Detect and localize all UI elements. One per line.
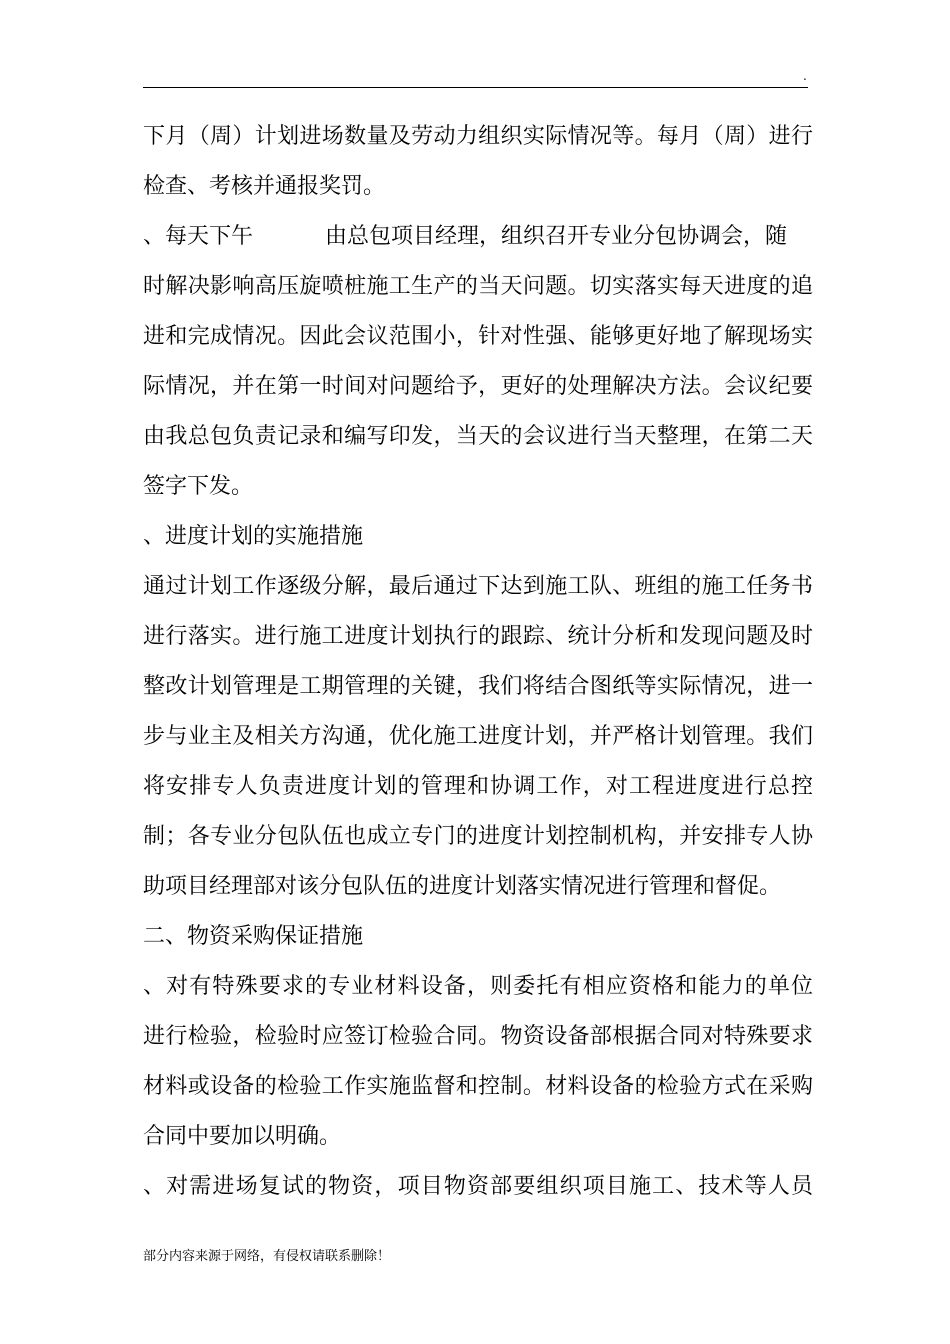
paragraph-line-meeting (143, 212, 813, 262)
paragraph-line: 材料或设备的检验工作实施监督和控制。材料设备的检验方式在采购 (143, 1074, 813, 1099)
paragraph-line: 进和完成情况。因此会议范围小，针对性强、能够更好地了解现场实 (143, 324, 813, 349)
header-mark: . (803, 69, 807, 83)
paragraph-line: 检查、考核并通报奖罚。 (143, 174, 386, 199)
section-heading: 、进度计划的实施措施 (143, 524, 364, 549)
paragraph-line: 将安排专人负责进度计划的管理和协调工作，对工程进度进行总控 (143, 774, 813, 799)
header-rule (143, 87, 808, 88)
paragraph-line: 、对需进场复试的物资，项目物资部要组织项目施工、技术等人员 (143, 1174, 813, 1199)
paragraph-line: 步与业主及相关方沟通，优化施工进度计划，并严格计划管理。我们 (143, 724, 813, 749)
paragraph-line: 下月（周）计划进场数量及劳动力组织实际情况等。每月（周）进行 (143, 124, 813, 149)
paragraph-line: 由我总包负责记录和编写印发，当天的会议进行当天整理，在第二天 (143, 424, 813, 449)
paragraph-line: 、对有特殊要求的专业材料设备，则委托有相应资格和能力的单位 (143, 974, 813, 999)
paragraph-line: 签字下发。 (143, 474, 254, 499)
paragraph-line: 合同中要加以明确。 (143, 1124, 342, 1149)
paragraph-line: 助项目经理部对该分包队伍的进度计划落实情况进行管理和督促。 (143, 874, 782, 899)
paragraph-line: 通过计划工作逐级分解，最后通过下达到施工队、班组的施工任务书 (143, 574, 813, 599)
paragraph-line: 时解决影响高压旋喷桩施工生产的当天问题。切实落实每天进度的追 (143, 274, 813, 299)
section-heading: 二、物资采购保证措施 (143, 924, 364, 949)
paragraph-line: 制；各专业分包队伍也成立专门的进度计划控制机构，并安排专人协 (143, 824, 813, 849)
paragraph-line: 进行落实。进行施工进度计划执行的跟踪、统计分析和发现问题及时 (143, 624, 813, 649)
paragraph-line: 整改计划管理是工期管理的关键，我们将结合图纸等实际情况，进一 (143, 674, 813, 699)
paragraph-line-prefix: 、每天下午 (143, 224, 254, 249)
body-text (143, 112, 813, 1212)
footer-note: 部分内容来源于网络，有侵权请联系删除！ (143, 1249, 391, 1264)
paragraph-line: 进行检验，检验时应签订检验合同。物资设备部根据合同对特殊要求 (143, 1024, 813, 1049)
paragraph-line: 际情况，并在第一时间对问题给予，更好的处理解决方法。会议纪要 (143, 374, 813, 399)
paragraph-line-rest: 由总包项目经理，组织召开专业分包协调会，随 (325, 224, 788, 249)
